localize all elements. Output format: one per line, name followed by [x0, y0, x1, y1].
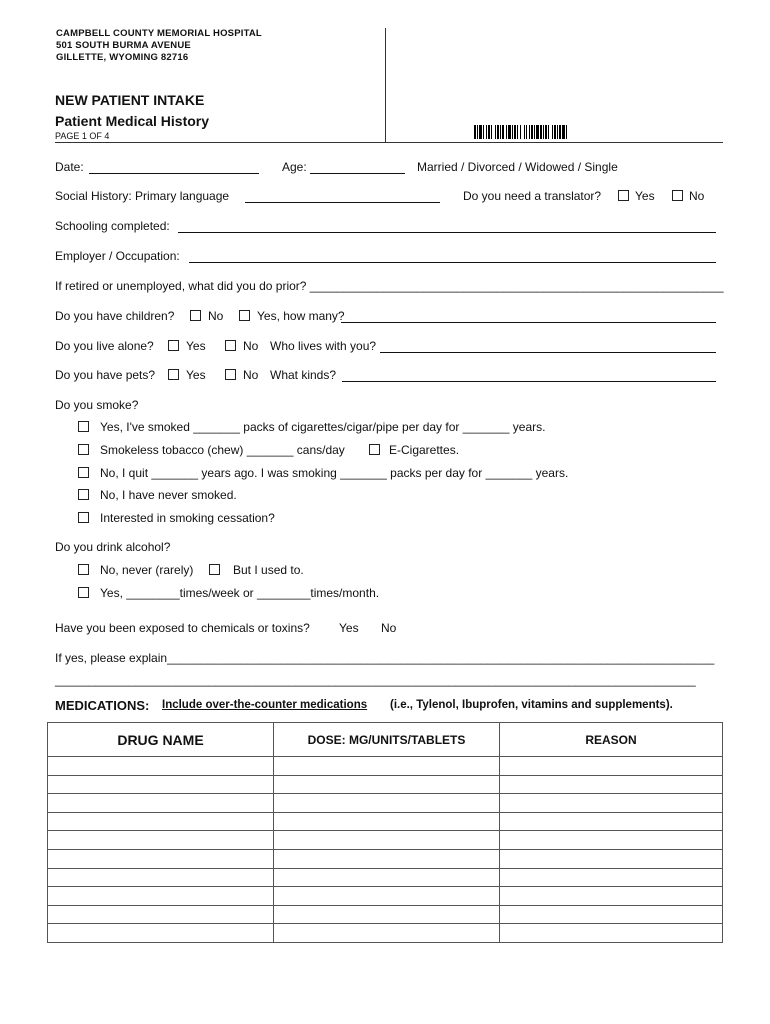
pet-kinds-input-line[interactable] [342, 381, 716, 382]
reason-cell[interactable] [500, 757, 723, 776]
table-row [48, 868, 723, 887]
hospital-name: CAMPBELL COUNTY MEMORIAL HOSPITAL [56, 28, 262, 39]
live-alone-yes-checkbox[interactable] [168, 340, 179, 351]
table-row [48, 887, 723, 906]
reason-cell[interactable] [500, 924, 723, 943]
dose-cell[interactable] [274, 775, 500, 794]
alcohol-yes-checkbox[interactable] [78, 587, 89, 598]
pets-no-checkbox[interactable] [225, 369, 236, 380]
smoke-option-checkbox[interactable] [78, 489, 89, 500]
dose-cell[interactable] [274, 868, 500, 887]
exposure-explain-continued[interactable]: ________________________________________________________________________________________________ [55, 673, 696, 687]
medications-table [47, 722, 723, 943]
who-lives-input-line[interactable] [380, 352, 716, 353]
dose-cell[interactable] [274, 905, 500, 924]
schooling-input-line[interactable] [178, 232, 716, 233]
drug-name-cell[interactable] [48, 868, 274, 887]
translator-question: Do you need a translator? [463, 189, 602, 203]
retired-question[interactable]: If retired or unemployed, what did you do prior? ______________________________________________________________ [55, 279, 724, 293]
smoke-option-checkbox[interactable] [78, 444, 89, 455]
dose-cell[interactable] [274, 887, 500, 906]
hospital-address-line1: 501 SOUTH BURMA AVENUE [56, 40, 191, 51]
smoke-option-label: Interested in smoking cessation? [100, 511, 275, 525]
translator-yes-checkbox[interactable] [618, 190, 629, 201]
drug-name-cell[interactable] [48, 905, 274, 924]
children-no-label: No [208, 309, 224, 323]
table-row [48, 831, 723, 850]
children-how-many-label: Yes, how many? [257, 309, 345, 323]
drug-name-cell[interactable] [48, 831, 274, 850]
exposure-explain-line[interactable]: If yes, please explain__________________________________________________________________________________ [55, 651, 715, 665]
drug-name-cell[interactable] [48, 812, 274, 831]
drug-name-cell[interactable] [48, 849, 274, 868]
reason-cell[interactable] [500, 812, 723, 831]
employer-label: Employer / Occupation: [55, 249, 180, 263]
smoke-option-checkbox[interactable] [78, 421, 89, 432]
table-row [48, 812, 723, 831]
reason-cell[interactable] [500, 775, 723, 794]
column-header-reason: REASON [500, 723, 723, 757]
reason-cell[interactable] [500, 794, 723, 813]
header-rule [55, 142, 723, 143]
pets-question: Do you have pets? [55, 368, 156, 382]
children-count-input-line[interactable] [341, 322, 716, 323]
dose-cell[interactable] [274, 794, 500, 813]
ecig-checkbox[interactable] [369, 444, 380, 455]
alcohol-question: Do you drink alcohol? [55, 540, 171, 554]
translator-no-checkbox[interactable] [672, 190, 683, 201]
children-yes-checkbox[interactable] [239, 310, 250, 321]
date-label: Date: [55, 160, 84, 174]
medications-subheading: Include over-the-counter medications [162, 699, 368, 711]
translator-no-label: No [689, 189, 705, 203]
alcohol-used-to-checkbox[interactable] [209, 564, 220, 575]
translator-yes-label: Yes [635, 189, 655, 203]
smoke-option-checkbox[interactable] [78, 467, 89, 478]
table-row [48, 775, 723, 794]
pets-no-label: No [243, 368, 259, 382]
reason-cell[interactable] [500, 849, 723, 868]
table-header-row [48, 723, 723, 757]
drug-name-cell[interactable] [48, 887, 274, 906]
exposure-question: Have you been exposed to chemicals or toxins? [55, 621, 310, 635]
dose-cell[interactable] [274, 757, 500, 776]
medications-heading: MEDICATIONS: [55, 698, 150, 713]
alcohol-yes-label: Yes, ________times/week or ________times/month. [100, 586, 380, 600]
live-alone-no-label: No [243, 339, 259, 353]
smoke-option-checkbox[interactable] [78, 512, 89, 523]
live-alone-yes-label: Yes [186, 339, 206, 353]
smoke-option-label: No, I have never smoked. [100, 488, 237, 502]
live-alone-no-checkbox[interactable] [225, 340, 236, 351]
children-no-checkbox[interactable] [190, 310, 201, 321]
date-input-line[interactable] [89, 173, 259, 174]
primary-language-input-line[interactable] [245, 202, 440, 203]
pets-yes-checkbox[interactable] [168, 369, 179, 380]
header-divider [385, 28, 386, 142]
form-subtitle: Patient Medical History [55, 113, 210, 129]
social-history-label: Social History: Primary language [55, 189, 230, 203]
ecig-label: E-Cigarettes. [389, 443, 460, 457]
medications-examples: (i.e., Tylenol, Ibuprofen, vitamins and supplements). [390, 699, 673, 711]
children-question: Do you have children? [55, 309, 175, 323]
marital-status-options[interactable]: Married / Divorced / Widowed / Single [417, 160, 618, 174]
reason-cell[interactable] [500, 831, 723, 850]
smoke-option-label: Smokeless tobacco (chew) _______ cans/day [100, 443, 345, 457]
table-row [48, 924, 723, 943]
employer-input-line[interactable] [189, 262, 716, 263]
reason-cell[interactable] [500, 887, 723, 906]
table-row [48, 757, 723, 776]
table-row [48, 794, 723, 813]
drug-name-cell[interactable] [48, 757, 274, 776]
column-header-drug-name: DRUG NAME [48, 723, 274, 757]
column-header-dose: DOSE: MG/UNITS/TABLETS [274, 723, 500, 757]
drug-name-cell[interactable] [48, 775, 274, 794]
dose-cell[interactable] [274, 924, 500, 943]
form-title: NEW PATIENT INTAKE [55, 92, 205, 108]
alcohol-never-label: No, never (rarely) [100, 563, 194, 577]
medications-table-body [48, 757, 723, 943]
age-label: Age: [282, 160, 307, 174]
exposure-yes-option[interactable]: Yes [339, 621, 359, 635]
reason-cell[interactable] [500, 905, 723, 924]
age-input-line[interactable] [310, 173, 405, 174]
table-row [48, 905, 723, 924]
alcohol-used-to-label: But I used to. [233, 563, 304, 577]
pets-yes-label: Yes [186, 368, 206, 382]
table-row [48, 849, 723, 868]
dose-cell[interactable] [274, 812, 500, 831]
drug-name-cell[interactable] [48, 794, 274, 813]
drug-name-cell[interactable] [48, 924, 274, 943]
page-label: PAGE 1 OF 4 [55, 131, 110, 141]
schooling-label: Schooling completed: [55, 219, 170, 233]
smoke-question: Do you smoke? [55, 398, 139, 412]
dose-cell[interactable] [274, 849, 500, 868]
smoke-option-label: No, I quit _______ years ago. I was smoking _______ packs per day for _______ years. [100, 466, 569, 480]
barcode [474, 125, 636, 139]
pet-kinds-label: What kinds? [270, 368, 337, 382]
live-alone-question: Do you live alone? [55, 339, 154, 353]
hospital-address-line2: GILLETTE, WYOMING 82716 [56, 52, 189, 63]
who-lives-label: Who lives with you? [270, 339, 377, 353]
dose-cell[interactable] [274, 831, 500, 850]
reason-cell[interactable] [500, 868, 723, 887]
smoke-option-label: Yes, I've smoked _______ packs of cigarettes/cigar/pipe per day for _______ years. [100, 420, 546, 434]
alcohol-never-checkbox[interactable] [78, 564, 89, 575]
exposure-no-option[interactable]: No [381, 621, 397, 635]
